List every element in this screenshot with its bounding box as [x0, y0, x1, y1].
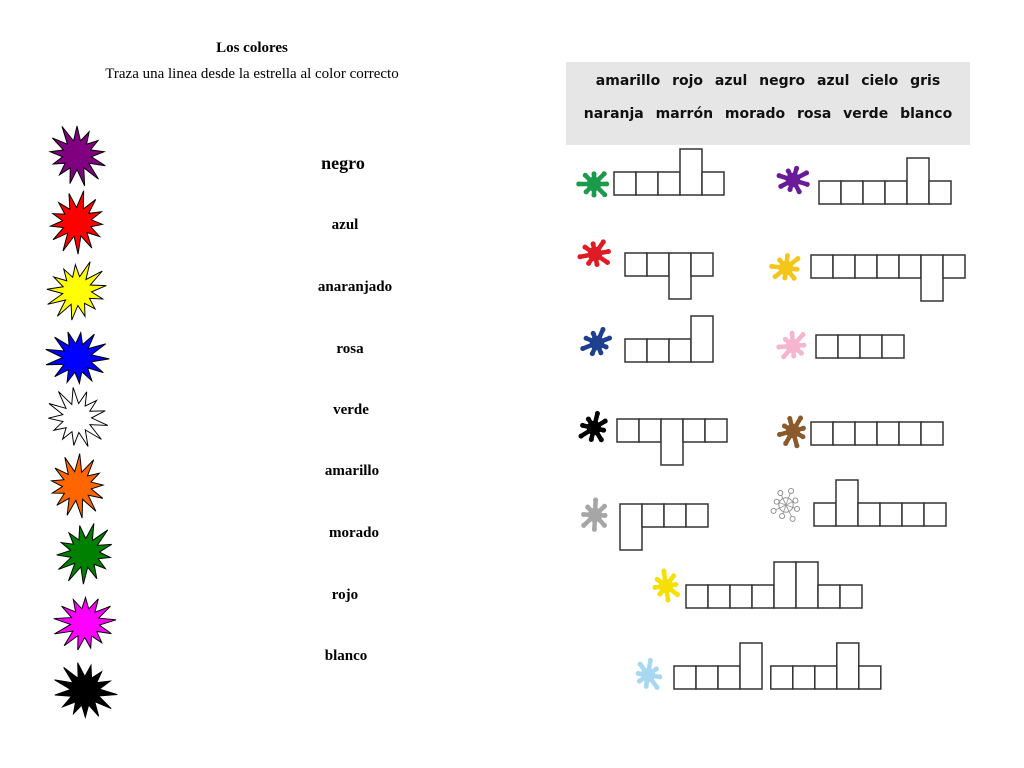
paint-splat-blue-icon — [579, 325, 615, 361]
letter-grid[interactable] — [619, 503, 719, 558]
word-item[interactable]: blanco — [324, 648, 368, 664]
word-item[interactable]: negro — [321, 153, 365, 173]
word-item[interactable]: rosa — [336, 341, 364, 357]
paint-splat-red-icon — [577, 236, 613, 272]
star-blue-icon[interactable] — [48, 329, 106, 387]
paint-splat-brown-icon — [775, 413, 811, 449]
paint-splat-white-icon — [768, 487, 804, 523]
paint-splat-yellow-icon — [768, 250, 804, 286]
word-bank-row-1: amarillo rojo azul negro azul cielo gris — [595, 73, 941, 89]
star-white-icon[interactable] — [48, 389, 106, 447]
paint-splat-skyblue-icon — [630, 657, 666, 693]
worksheet-instruction: Traza una linea desde la estrella al color correcto — [105, 66, 399, 82]
word-item[interactable]: amarillo — [324, 463, 380, 479]
word-item[interactable]: morado — [329, 525, 379, 541]
star-purple-icon[interactable] — [48, 126, 106, 184]
letter-grid[interactable] — [673, 642, 893, 697]
letter-grid[interactable] — [813, 479, 953, 534]
word-item[interactable]: azul — [331, 217, 359, 233]
word-item[interactable]: anaranjado — [317, 279, 393, 295]
word-bank-row-2: naranja marrón morado rosa verde blanco — [583, 106, 953, 122]
star-black-icon[interactable] — [56, 662, 114, 720]
paint-splat-black-icon — [576, 410, 612, 446]
letter-grid[interactable] — [624, 252, 724, 307]
star-green-icon[interactable] — [56, 524, 114, 582]
letter-grid[interactable] — [613, 148, 733, 203]
paint-splat-purple-icon — [775, 162, 811, 198]
word-item[interactable]: verde — [333, 402, 369, 418]
letter-grid[interactable] — [624, 315, 724, 370]
star-pink-icon[interactable] — [56, 594, 114, 652]
letter-grid[interactable] — [818, 157, 968, 212]
word-item[interactable]: rojo — [331, 587, 359, 603]
paint-splat-green-icon — [576, 166, 612, 202]
letter-grid[interactable] — [685, 561, 875, 616]
word-bank — [566, 62, 970, 145]
worksheet-title: Los colores — [216, 40, 288, 56]
star-yellow-icon[interactable] — [48, 262, 106, 320]
paint-splat-lightyellow-icon — [648, 568, 684, 604]
star-orange-icon[interactable] — [48, 457, 106, 515]
letter-grid[interactable] — [616, 418, 736, 473]
paint-splat-gray-icon — [577, 497, 613, 533]
letter-grid[interactable] — [815, 334, 915, 369]
paint-splat-pink-icon — [775, 328, 811, 364]
letter-grid[interactable] — [810, 254, 980, 309]
letter-grid[interactable] — [810, 421, 950, 456]
star-red-icon[interactable] — [48, 193, 106, 251]
